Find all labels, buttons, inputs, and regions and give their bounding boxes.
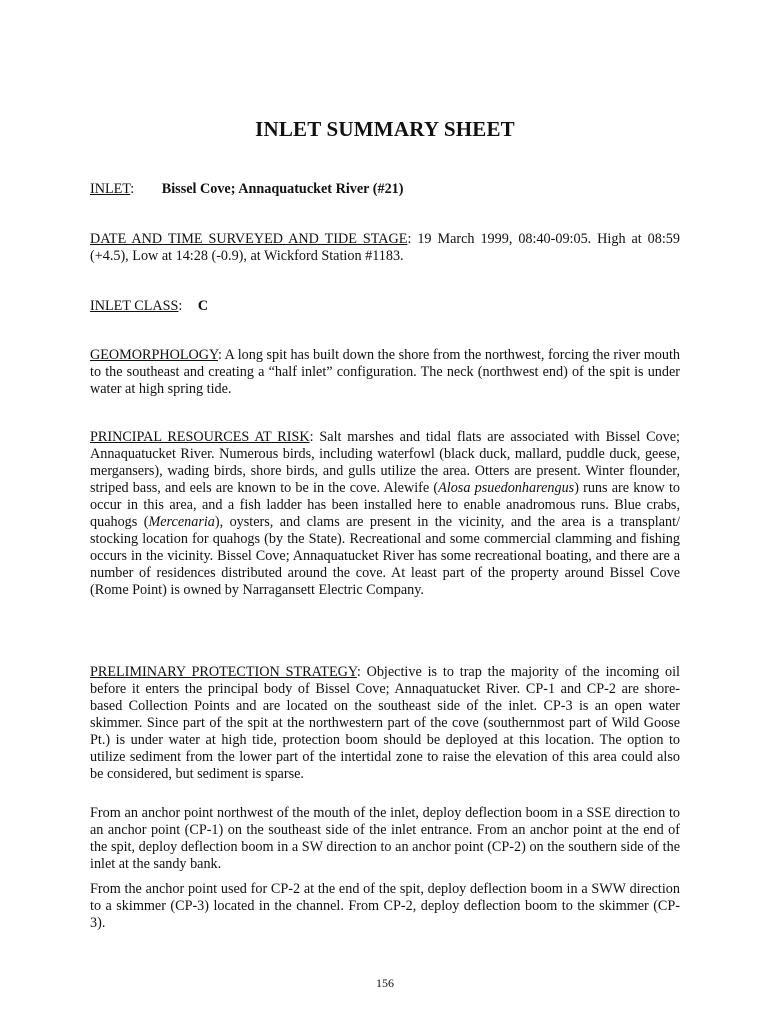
date-time-label: DATE AND TIME SURVEYED AND TIDE STAGE [90, 231, 408, 247]
inlet-label: INLET [90, 181, 131, 197]
species-alewife: Alosa psuedonharengus [438, 480, 575, 496]
strategy-text: : Objective is to trap the majority of the incoming oil before it enters the principal body of Bissel Cove; Annaquatucket River. CP-1 and CP-2 are shore-based Collection Points and are located on the southeast side of the inlet. CP-3 is an open water skimmer. Since part of the spit at the northwestern part of the cove (southernmost part of Wild Goose Pt.) is under water at high tide, protection boom should be deployed at this location. The option to utilize sediment from the lower part of the intertidal zone to raise the elevation of this area could also be considered, but sediment is sparse. [90, 664, 680, 782]
resources-text-3: ), oysters, and clams are present in the vicinity, and the area is a transplant/ stocking location for quahogs (by the State). Recreational and some commercial clamming and fishing occurs in the vicinity. Bissel Cove; Annaquatucket River has some recreational boating, and there are a number of residences distributed around the cove. At least part of the property around Bissel Cove (Rome Point) is owned by Narragansett Electric Company. [90, 514, 681, 598]
strategy-paragraph-3: From the anchor point used for CP-2 at the end of the spit, deploy deflection boom in a SWW direction to a skimmer (CP-3) located in the channel. From CP-2, deploy deflection boom to the skimmer (CP-3). [90, 881, 680, 931]
geomorphology-section [90, 347, 680, 398]
resources-section [90, 429, 680, 599]
inlet-line [90, 181, 680, 198]
strategy-label: PRELIMINARY PROTECTION STRATEGY [90, 664, 357, 680]
inlet-class-label: INLET CLASS [90, 298, 179, 314]
inlet-colon: : [130, 181, 135, 197]
strategy-paragraph-2: From an anchor point northwest of the mouth of the inlet, deploy deflection boom in a SSE direction to an anchor point (CP-1) on the southeast side of the inlet entrance. From an anchor point at the end of the spit, deploy deflection boom in a SW direction to an anchor point (CP-2) on the southern side of the inlet at the sandy bank. [90, 805, 680, 872]
resources-text-1: : Salt marshes and tidal flats are associated with Bissel Cove; Annaquatucket River. Numerous birds, including waterfowl (black duck, mallard, puddle duck, geese, mergansers), wading birds, shore birds, and gulls utilize the area. Otters are present. Winter flounder, striped bass, and eels are known to be in the cove. Alewife ( [90, 429, 680, 496]
resources-label: PRINCIPAL RESOURCES AT RISK [90, 429, 310, 445]
page-number: 156 [376, 976, 394, 990]
inlet-class-colon: : [178, 298, 183, 314]
species-quahog: Mercenaria [148, 514, 215, 530]
inlet-class-line [90, 298, 680, 315]
geomorphology-text: : A long spit has built down the shore from the northwest, forcing the river mouth to the southeast and creating a “half inlet” configuration. The neck (northwest end) of the spit is under water at high spring tide. [90, 347, 680, 397]
geomorphology-label: GEOMORPHOLOGY [90, 347, 218, 363]
page-title: INLET SUMMARY SHEET [255, 117, 515, 141]
inlet-class-value: C [197, 298, 209, 314]
resources-text-2: ) runs are know to occur in this area, and a fish ladder has been installed here to enable anadromous runs. Blue crabs, quahogs ( [90, 480, 680, 530]
date-time-section [90, 231, 680, 265]
document-page [90, 0, 680, 1024]
strategy-section [90, 664, 680, 783]
date-time-text: : 19 March 1999, 08:40-09:05. High at 08:59 (+4.5), Low at 14:28 (-0.9), at Wickford Station #1183. [90, 231, 680, 264]
inlet-name: Bissel Cove; Annaquatucket River (#21) [161, 181, 404, 197]
